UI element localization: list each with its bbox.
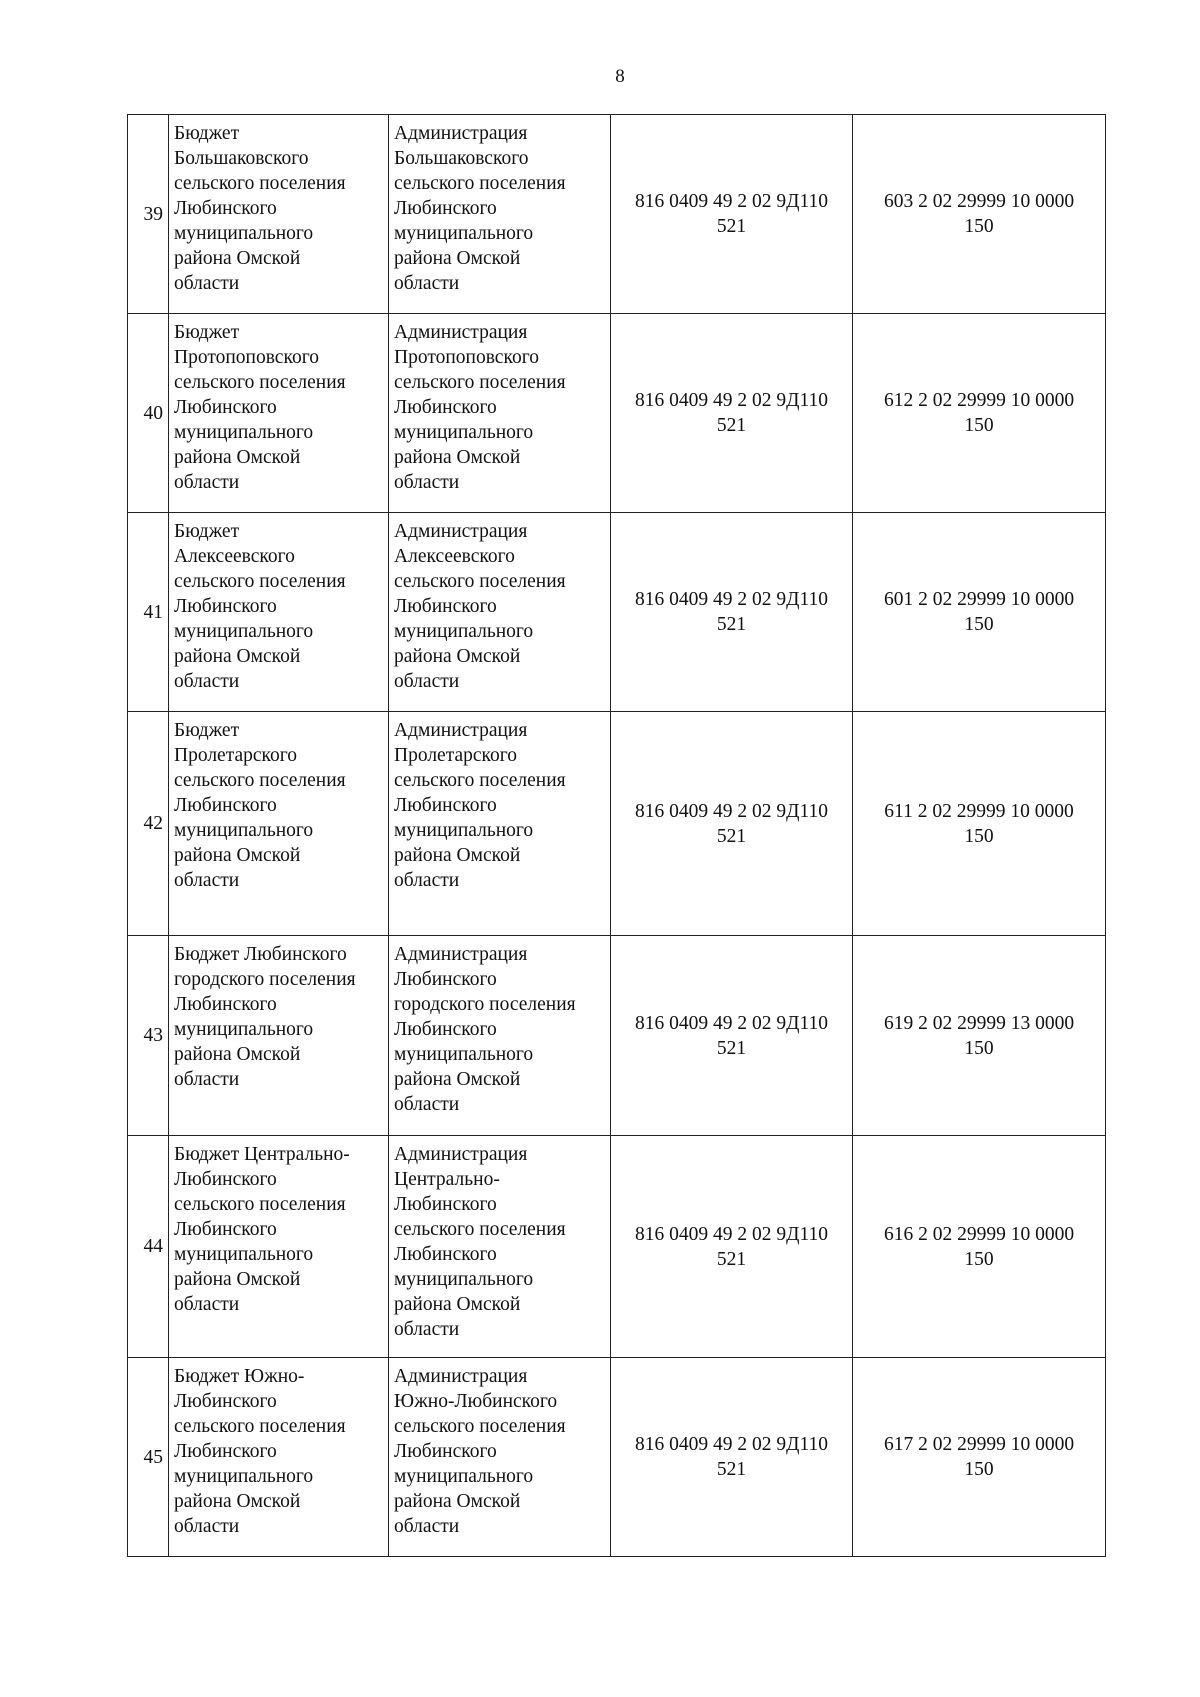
- administration-cell: [389, 1358, 611, 1557]
- administration-name: Администрация Южно-Любинского сельского поселения Любинского муниципального района Омской области: [394, 1366, 566, 1537]
- row-number: 39: [128, 115, 169, 314]
- row-number: 40: [128, 314, 169, 513]
- budget-cell: [169, 712, 389, 936]
- row-number: 44: [128, 1136, 169, 1358]
- budget-name: Бюджет Большаковского сельского поселения Любинского муниципального района Омской области: [174, 123, 346, 294]
- row-number: 41: [128, 513, 169, 712]
- administration-cell: [389, 513, 611, 712]
- budget-code-2: 616 2 02 29999 10 0000 150: [883, 1223, 1075, 1270]
- code-cell-1: [611, 115, 853, 314]
- row-number: 42: [128, 712, 169, 936]
- code-cell-2: [853, 712, 1106, 936]
- administration-name: Администрация Пролетарского сельского поселения Любинского муниципального района Омской области: [394, 720, 566, 891]
- budget-cell: [169, 513, 389, 712]
- budget-code-1: 816 0409 49 2 02 9Д110 521: [635, 1223, 828, 1270]
- budget-code-2: 617 2 02 29999 10 0000 150: [883, 1434, 1075, 1480]
- budget-name: Бюджет Пролетарского сельского поселения Любинского муниципального района Омской области: [174, 720, 346, 891]
- table-row: [128, 936, 1106, 1136]
- budget-name: Бюджет Протопоповского сельского поселения Любинского муниципального района Омской области: [174, 322, 346, 493]
- administration-cell: [389, 115, 611, 314]
- page-number: 8: [615, 66, 625, 87]
- administration-cell: [389, 1136, 611, 1358]
- row-number: 43: [128, 936, 169, 1136]
- administration-name: Администрация Центрально- Любинского сельского поселения Любинского муниципального района Омской области: [394, 1144, 566, 1340]
- budget-code-2: 612 2 02 29999 10 0000 150: [883, 390, 1075, 436]
- table-row: [128, 1136, 1106, 1358]
- table-row: [128, 314, 1106, 513]
- budget-code-1: 816 0409 49 2 02 9Д110 521: [635, 1434, 828, 1480]
- budget-code-2: 619 2 02 29999 13 0000 150: [883, 1012, 1075, 1059]
- code-cell-1: [611, 314, 853, 513]
- code-cell-2: [853, 1136, 1106, 1358]
- budget-table: [127, 114, 1106, 1557]
- code-cell-2: [853, 115, 1106, 314]
- code-cell-2: [853, 314, 1106, 513]
- code-cell-1: [611, 1358, 853, 1557]
- administration-name: Администрация Протопоповского сельского поселения Любинского муниципального района Омской области: [394, 322, 566, 493]
- budget-name: Бюджет Южно- Любинского сельского поселения Любинского муниципального района Омской области: [174, 1366, 346, 1537]
- budget-code-1: 816 0409 49 2 02 9Д110 521: [635, 390, 828, 436]
- administration-name: Администрация Любинского городского поселения Любинского муниципального района Омской области: [394, 944, 576, 1115]
- code-cell-2: [853, 1358, 1106, 1557]
- table-row: [128, 513, 1106, 712]
- code-cell-1: [611, 1136, 853, 1358]
- table-row: [128, 1358, 1106, 1557]
- budget-code-2: 603 2 02 29999 10 0000 150: [883, 191, 1075, 237]
- code-cell-1: [611, 936, 853, 1136]
- administration-cell: [389, 314, 611, 513]
- table-row: [128, 712, 1106, 936]
- administration-cell: [389, 712, 611, 936]
- administration-name: Администрация Алексеевского сельского поселения Любинского муниципального района Омской области: [394, 521, 566, 692]
- budget-name: Бюджет Алексеевского сельского поселения Любинского муниципального района Омской области: [174, 521, 346, 692]
- administration-cell: [389, 936, 611, 1136]
- budget-code-1: 816 0409 49 2 02 9Д110 521: [635, 589, 828, 635]
- row-number: 45: [128, 1358, 169, 1557]
- budget-cell: [169, 314, 389, 513]
- budget-cell: [169, 115, 389, 314]
- budget-cell: [169, 1136, 389, 1358]
- budget-code-1: 816 0409 49 2 02 9Д110 521: [635, 800, 828, 847]
- budget-cell: [169, 1358, 389, 1557]
- table-row: [128, 115, 1106, 314]
- code-cell-1: [611, 712, 853, 936]
- budget-cell: [169, 936, 389, 1136]
- budget-name: Бюджет Центрально- Любинского сельского поселения Любинского муниципального района Омской области: [174, 1144, 350, 1315]
- budget-code-1: 816 0409 49 2 02 9Д110 521: [635, 1012, 828, 1059]
- budget-code-1: 816 0409 49 2 02 9Д110 521: [635, 191, 828, 237]
- code-cell-1: [611, 513, 853, 712]
- administration-name: Администрация Большаковского сельского поселения Любинского муниципального района Омской области: [394, 123, 566, 294]
- budget-code-2: 601 2 02 29999 10 0000 150: [883, 589, 1075, 635]
- budget-name: Бюджет Любинского городского поселения Любинского муниципального района Омской области: [174, 944, 356, 1090]
- budget-code-2: 611 2 02 29999 10 0000 150: [884, 800, 1074, 847]
- code-cell-2: [853, 936, 1106, 1136]
- code-cell-2: [853, 513, 1106, 712]
